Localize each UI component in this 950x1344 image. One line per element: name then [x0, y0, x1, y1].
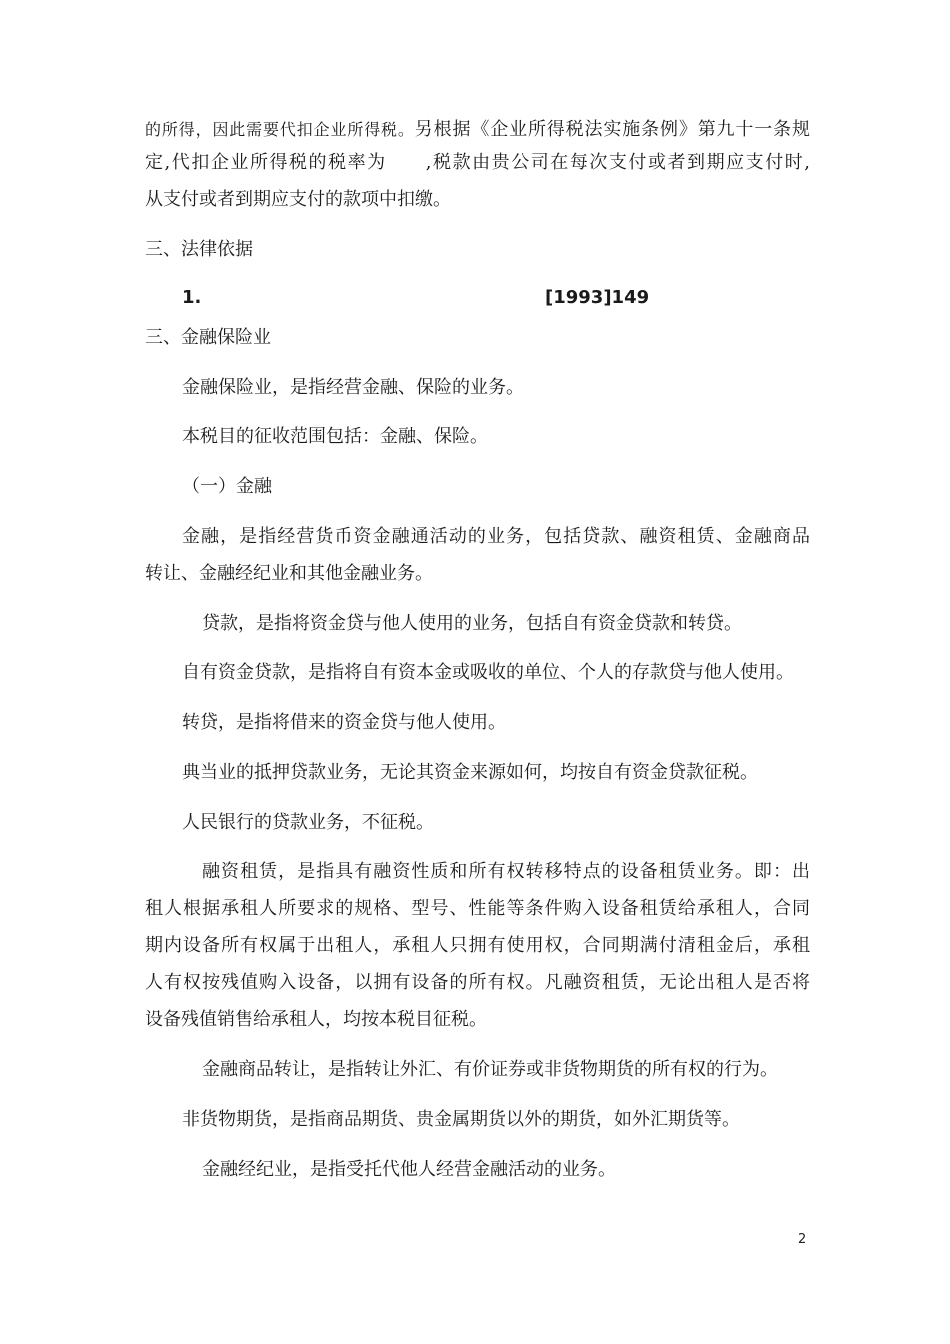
paragraph-line: 租人根据承租人所要求的规格、型号、性能等条件购入设备租赁给承租人，合同: [145, 898, 810, 919]
paragraph-line: 典当业的抵押贷款业务，无论其资金来源如何，均按自有资金贷款征税。: [182, 762, 758, 783]
paragraph-line: 期内设备所有权属于出租人，承租人只拥有使用权，合同期满付清租金后，承租: [145, 935, 810, 956]
paragraph-line: 人有权按残值购入设备，以拥有设备的所有权。凡融资租赁，无论出租人是否将: [145, 972, 810, 993]
reference-number: 1.: [182, 287, 202, 308]
paragraph-line: 本税目的征收范围包括：金融、保险。: [182, 426, 488, 447]
page-number: 2: [798, 1232, 807, 1247]
paragraph-line: 金融经纪业，是指受托代他人经营金融活动的业务。: [202, 1159, 616, 1180]
subsection-heading: （一）金融: [182, 476, 272, 497]
paragraph-line: 非货物期货，是指商品期货、贵金属期货以外的期货，如外汇期货等。: [182, 1109, 740, 1130]
paragraph-line: 从支付或者到期应支付的款项中扣缴。: [145, 189, 451, 210]
section-heading: 三、金融保险业: [145, 327, 271, 348]
section-heading: 三、法律依据: [145, 239, 253, 260]
paragraph-line: 设备残值销售给承租人，均按本税目征税。: [145, 1009, 487, 1030]
paragraph-line: 转贷，是指将借来的资金贷与他人使用。: [182, 712, 506, 733]
paragraph-line: 人民银行的贷款业务，不征税。: [182, 812, 434, 833]
paragraph-line: 金融保险业，是指经营金融、保险的业务。: [182, 377, 524, 398]
paragraph-line: 金融，是指经营货币资金融通活动的业务，包括贷款、融资租赁、金融商品: [182, 526, 810, 547]
paragraph-line: 金融商品转让，是指转让外汇、有价证券或非货物期货的所有权的行为。: [202, 1059, 778, 1080]
reference-document-number: [1993]149: [545, 287, 650, 308]
paragraph-line: 定,代扣企业所得税的税率为 ,税款由贵公司在每次支付或者到期应支付时,: [145, 152, 810, 173]
text-run: 的所得，因此需要代扣企业所得税。: [145, 120, 415, 139]
text-run: 另根据《企业所得税法实施条例》第九十一条规: [414, 119, 810, 140]
paragraph-line: 融资租赁，是指具有融资性质和所有权转移特点的设备租赁业务。即：出: [202, 861, 810, 882]
paragraph-line: 转让、金融经纪业和其他金融业务。: [145, 563, 433, 584]
paragraph-line: [145, 113, 810, 147]
paragraph-line: 贷款，是指将资金贷与他人使用的业务，包括自有资金贷款和转贷。: [202, 613, 742, 634]
paragraph-line: 自有资金贷款，是指将自有资本金或吸收的单位、个人的存款贷与他人使用。: [182, 662, 794, 683]
